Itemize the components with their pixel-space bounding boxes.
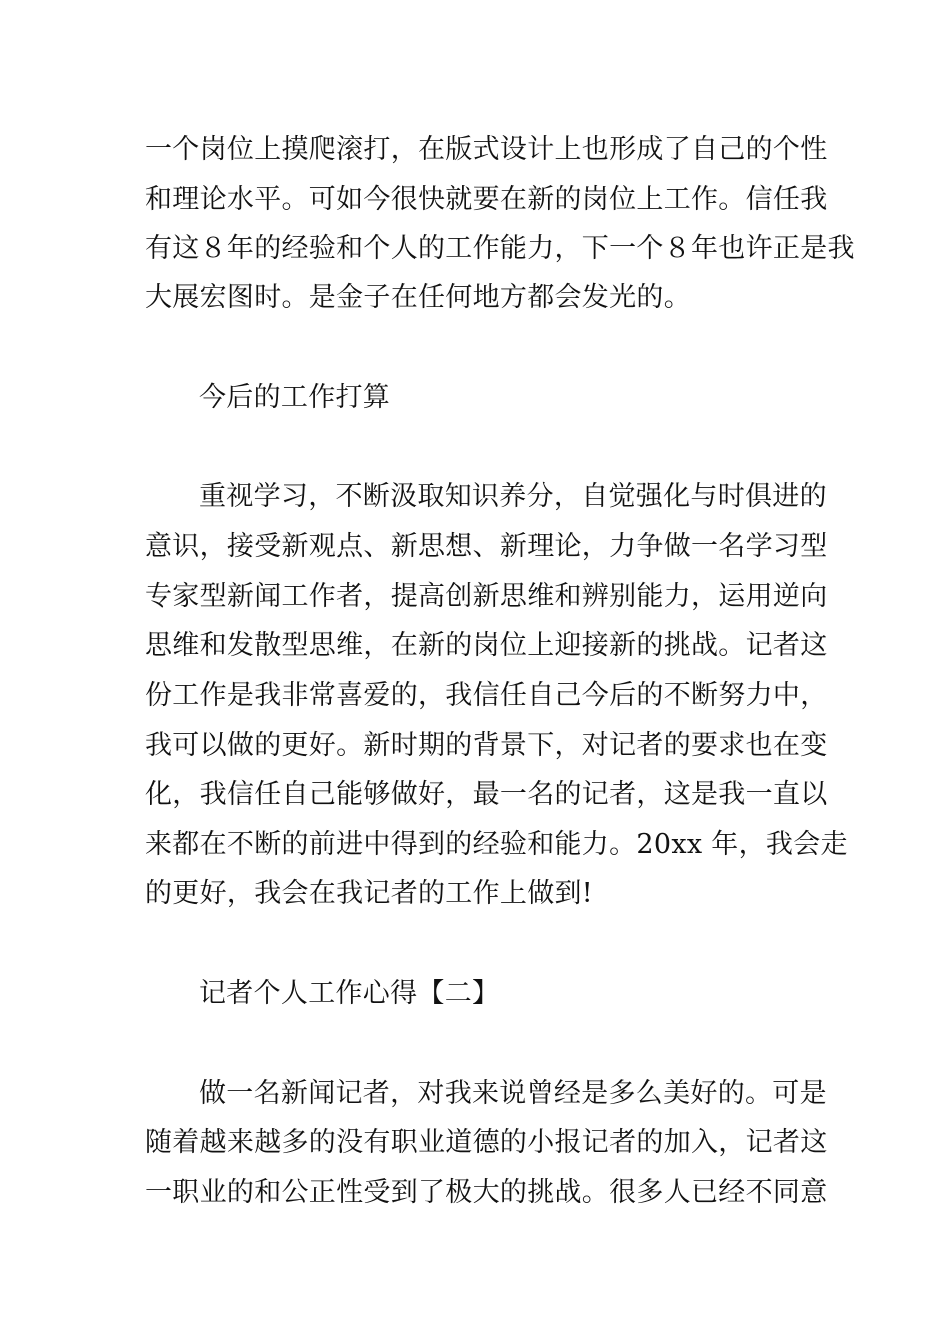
paragraph-line: 一个岗位上摸爬滚打，在版式设计上也形成了自己的个性 bbox=[145, 134, 828, 165]
document-body bbox=[145, 0, 855, 1344]
paragraph-line: 份工作是我非常喜爱的，我信任自己今后的不断努力中， bbox=[145, 680, 828, 711]
paragraph-line: 一职业的和公正性受到了极大的挑战。很多人已经不同意 bbox=[145, 1177, 828, 1208]
paragraph-line: 来都在不断的前进中得到的经验和能力。20xx 年，我会走 bbox=[145, 829, 848, 860]
paragraph-line: 专家型新闻工作者，提高创新思维和辨别能力，运用逆向 bbox=[145, 581, 828, 612]
paragraph-line: 大展宏图时。是金子在任何地方都会发光的。 bbox=[145, 282, 691, 313]
paragraph-line: 化，我信任自己能够做好，最一名的记者，这是我一直以 bbox=[145, 779, 828, 810]
paragraph-line: 重视学习，不断汲取知识养分，自觉强化与时俱进的 bbox=[199, 481, 827, 512]
paragraph-line: 随着越来越多的没有职业道德的小报记者的加入，记者这 bbox=[145, 1127, 828, 1158]
paragraph-line: 意识，接受新观点、新思想、新理论，力争做一名学习型 bbox=[145, 531, 828, 562]
section-heading: 记者个人工作心得【二】 bbox=[199, 978, 500, 1009]
paragraph-line: 有这８年的经验和个人的工作能力，下一个８年也许正是我 bbox=[145, 233, 855, 264]
paragraph-line: 的更好，我会在我记者的工作上做到! bbox=[145, 878, 593, 909]
paragraph-line: 思维和发散型思维，在新的岗位上迎接新的挑战。记者这 bbox=[145, 630, 828, 661]
paragraph-line: 做一名新闻记者，对我来说曾经是多么美好的。可是 bbox=[199, 1078, 827, 1109]
paragraph-line: 我可以做的更好。新时期的背景下，对记者的要求也在变 bbox=[145, 730, 828, 761]
section-heading: 今后的工作打算 bbox=[199, 382, 391, 413]
paragraph-line: 和理论水平。可如今很快就要在新的岗位上工作。信任我 bbox=[145, 184, 828, 215]
